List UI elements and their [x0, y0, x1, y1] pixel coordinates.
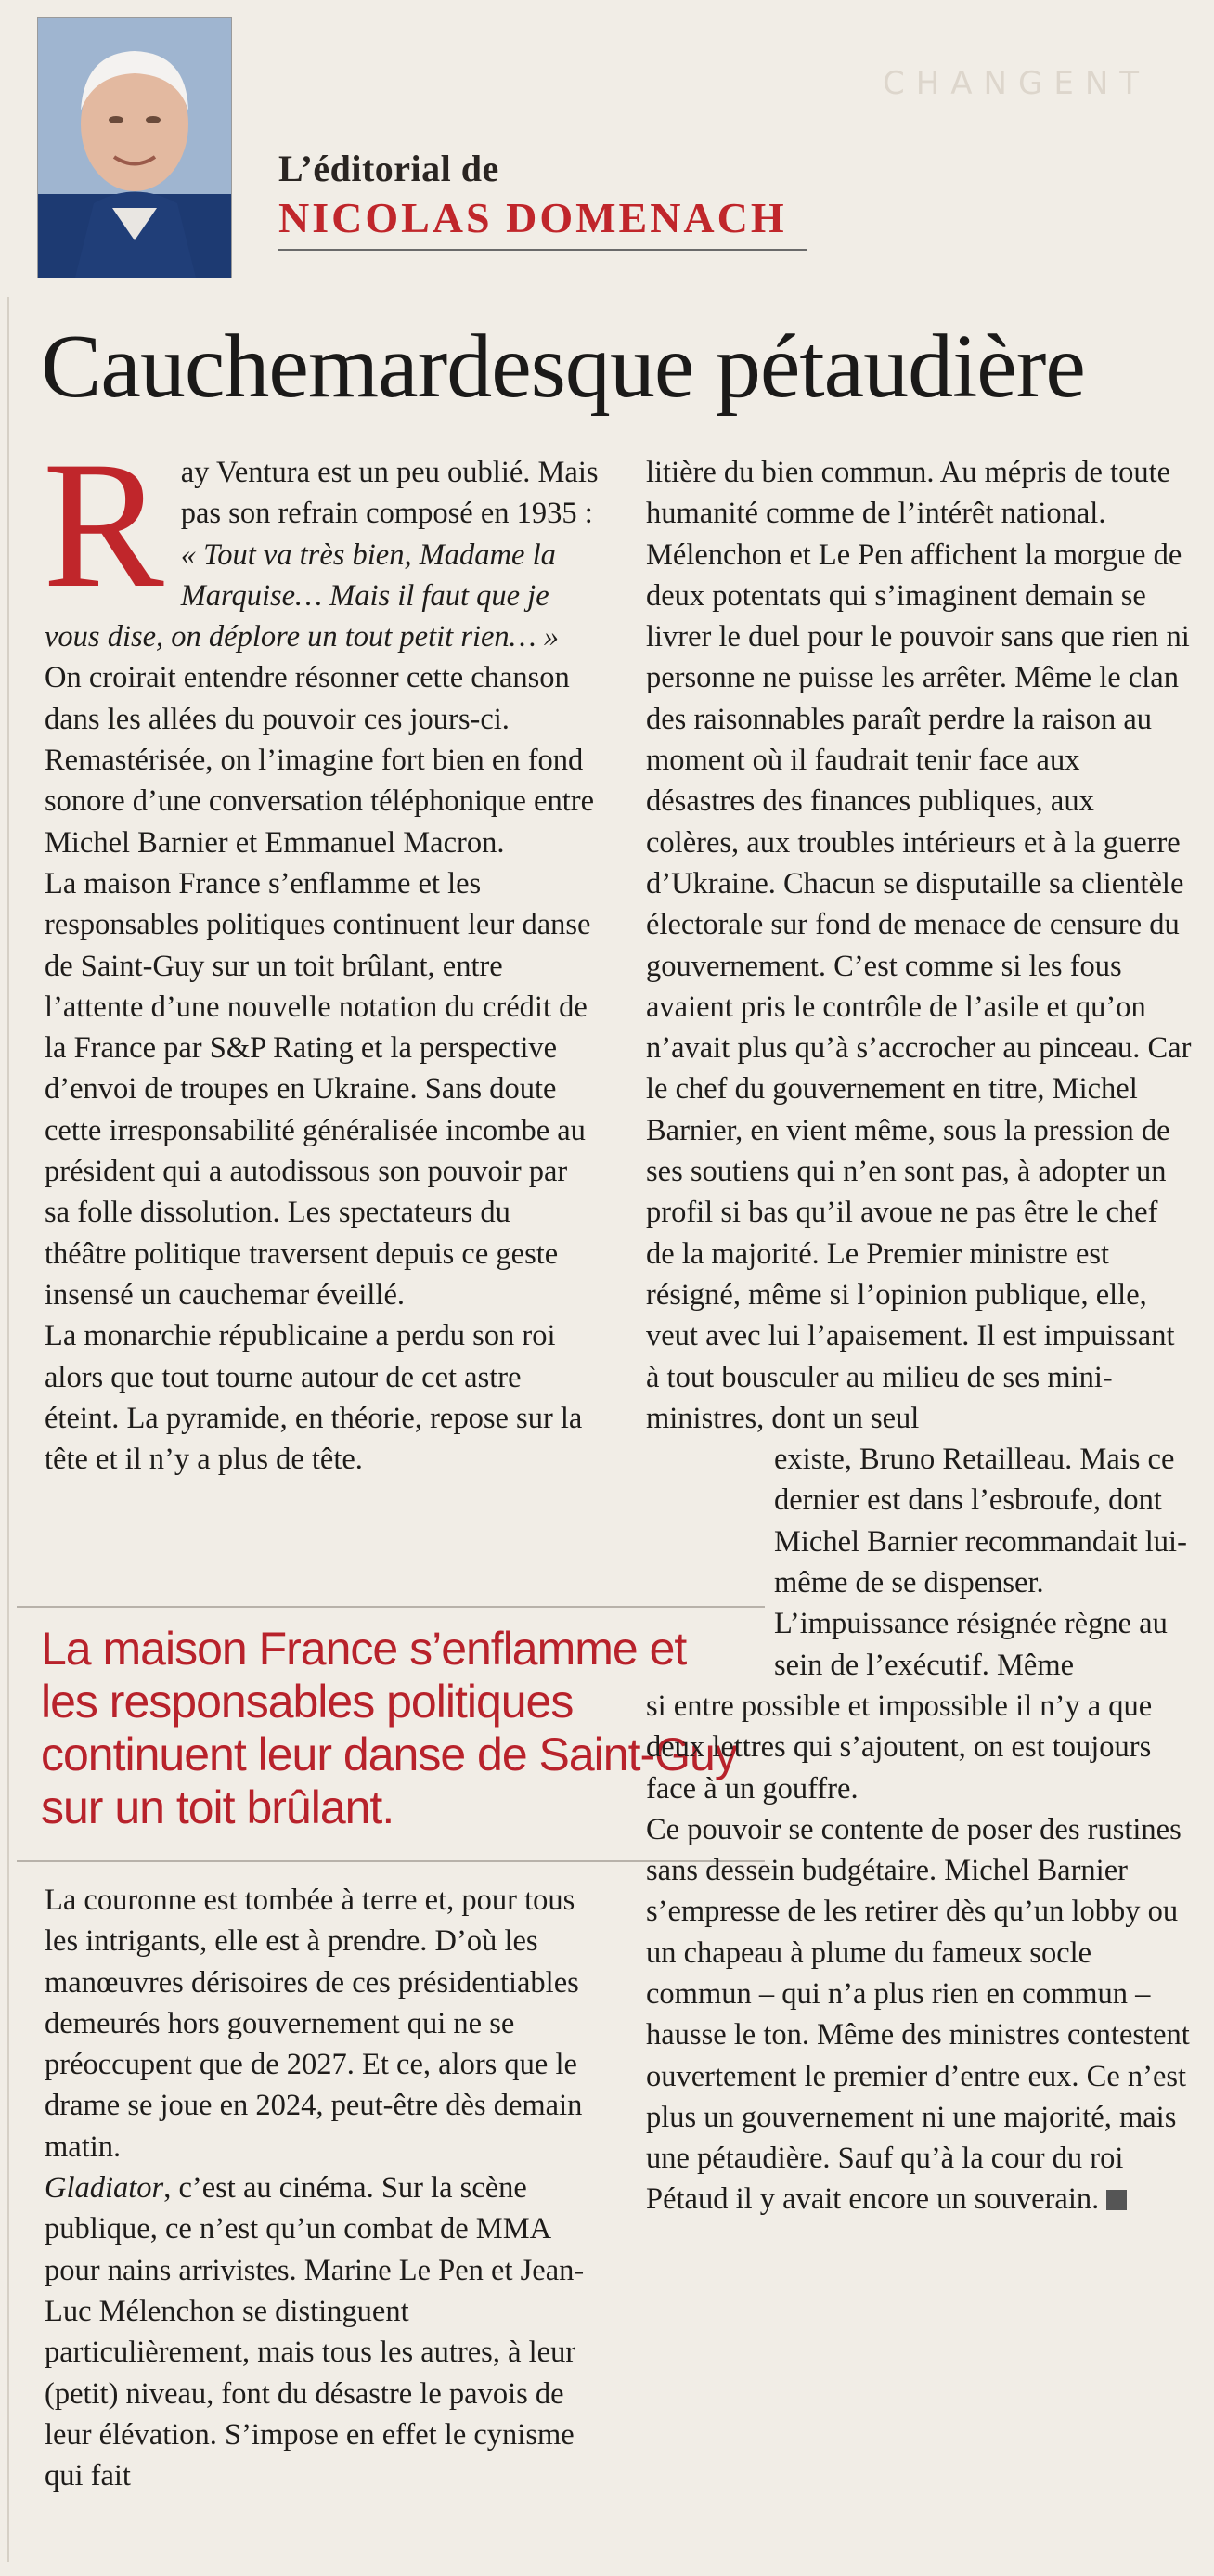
paragraph — [45, 2168, 600, 2496]
paragraph-text: Ce pouvoir se contente de poser des rustines sans dessein budgétaire. Michel Barnier s’empresse de les retirer dès qu’un lobby ou un chapeau à plume du fameux socle commun – qui n’a plus rien en commun – hausse le ton. Même des ministres contestent ouvertement le premier d’entre eux. Ce n’est plus un gouvernement ni une majorité, mais une pétaudière. Sauf qu’à la cour du roi Pétaud il y avait encore un souverain. — [646, 1812, 1190, 2217]
paragraph: La monarchie républicaine a perdu son roi alors que tout tourne autour de cet astre éteint. La pyramide, en théorie, repose sur la tête et il n’y a plus de tête. — [45, 1319, 583, 1477]
paragraph — [646, 1809, 1194, 2220]
column-3 — [45, 1880, 600, 2496]
column-1 — [43, 424, 600, 1480]
paragraph: La maison France s’enflamme et les responsables politiques continuent leur danse de Saint-Guy sur un toit brûlant, entre l’attente d’une nouvelle notation du crédit de la France par S&P Rating et la perspective d’envoi de troupes en Ukraine. Sans doute cette irresponsabilité généralisée incombe au président qui a autodissous son pouvoir par sa folle dissolution. Les spectateurs du théâtre politique traversent depuis ce geste insensé un cauchemar éveillé. — [45, 866, 591, 1312]
left-margin-rule — [7, 297, 9, 2562]
end-mark-icon — [1106, 2190, 1127, 2210]
drop-cap: R — [43, 424, 164, 626]
paragraph: La couronne est tombée à terre et, pour tous les intrigants, elle est à prendre. D’où les manœuvres dérisoires de ces présidentiables demeurés hors gouvernement qui ne se préoccupent que de 2027. Et ce, alors que le drame se joue en 2024, peut-être dès demain matin. — [45, 1883, 583, 2164]
paragraph-text: On croirait entendre résonner cette chanson dans les allées du pouvoir ces jours-ci. Remastérisée, on l’imagine fort bien en fond sonore d’une conversation téléphonique entre Michel Barnier et Emmanuel Macron. — [45, 661, 595, 860]
paragraph: existe, Bruno Retailleau. Mais ce dernier est dans l’esbroufe, dont Michel Barnier recommandait lui-même de se dispenser. L’impuissance résignée règne au sein de l’exécutif. Même — [774, 1443, 1187, 1682]
background-ghost-text: CHANGENT — [882, 65, 1151, 102]
column-2 — [646, 452, 1194, 2220]
editorial-kicker: L’éditorial de — [278, 148, 499, 189]
paragraph-text: , c’est au cinéma. Sur la scène publique, ce n’est qu’un combat de MMA pour nains arrivistes. Marine Le Pen et Jean-Luc Mélenchon se distinguent particulièrement, mais tous les autres, à leur (petit) niveau, font du désastre le pavois de leur élévation. S’impose en effet le cynisme qui fait — [45, 2171, 585, 2493]
paragraph: litière du bien commun. Au mépris de toute humanité comme de l’intérêt national. Mélenchon et Le Pen affichent la morgue de deux potentats qui s’imaginent demain se livrer le duel pour le pouvoir sans que rien ni personne ne puisse les arrêter. Même le clan des raisonnables paraît perdre la raison au moment où il faudrait tenir face aux désastres des finances publiques, aux colères, aux troubles intérieurs et à la guerre d’Ukraine. Chacun se disputaille sa clientèle électorale sur fond de menace de censure du gouvernement. C’est comme si les fous avaient pris le contrôle de l’asile et qu’on n’avait plus qu’à s’accrocher au pinceau. Car le chef du gouvernement en titre, Michel Barnier, en vient même, sous la pression de ses soutiens qui n’en sont pas, à adopter un profil si bas qu’il avoue ne pas être le chef de la majorité. Le Premier ministre est résigné, même si l’opinion publique, elle, veut avec lui l’apaisement. Il est impuissant à tout bousculer au milieu de ses mini-ministres, dont un seul — [646, 456, 1192, 1435]
paragraph: si entre possible et impossible il n’y a que deux lettres qui s’ajoutent, on est toujours face à un gouffre. — [646, 1689, 1153, 1806]
paragraph-wrap — [646, 1439, 1194, 1686]
author-portrait-icon — [38, 18, 231, 278]
song-quote: « Tout va très bien, Madame la Marquise… Mais il faut que je vous dise, on déplore un tout petit rien… » — [45, 537, 559, 654]
pull-quote: La maison France s’enflamme et les responsables politiques continuent leur danse de Saint-Guy sur un toit brûlant. — [41, 1623, 737, 1833]
author-photo — [37, 17, 232, 278]
headline: Cauchemardesque pétaudière — [41, 317, 1085, 417]
header-divider — [278, 249, 807, 251]
author-name: NICOLAS DOMENACH — [278, 194, 787, 241]
film-title: Gladiator — [45, 2171, 164, 2206]
paragraph-text: ay Ventura est un peu oublié. Mais pas son refrain composé en 1935 : — [180, 456, 599, 531]
paragraph — [43, 424, 600, 863]
